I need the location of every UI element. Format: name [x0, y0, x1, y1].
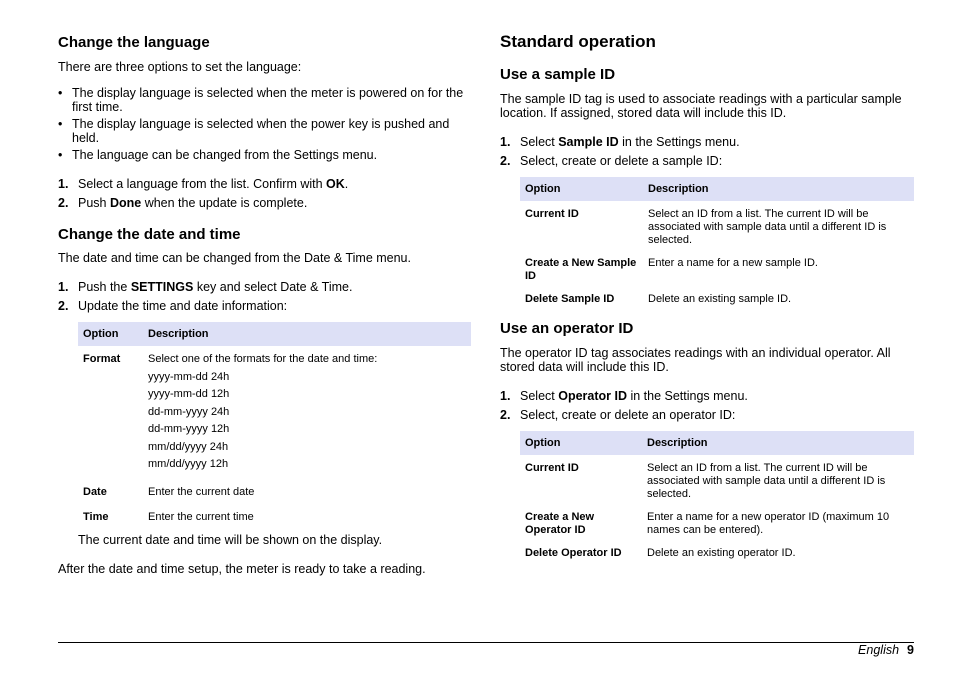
table-row: Create a New Sample ID Enter a name for a new sample ID.	[525, 257, 818, 282]
step-item: 2. Push Done when the update is complete.	[58, 196, 308, 210]
language-bullets	[58, 86, 468, 165]
table-row: Time Enter the current time	[83, 510, 254, 523]
column-header-option: Option	[520, 431, 642, 455]
operator-steps	[500, 389, 914, 427]
page-footer	[858, 643, 914, 657]
table-row: Delete Sample ID Delete an existing sample ID.	[525, 293, 792, 305]
step-item: 1. Push the SETTINGS key and select Date & Time.	[58, 280, 353, 294]
table-row: Create a New Operator ID Enter a name for a new operator ID (maximum 10 names can be entered).	[525, 511, 890, 536]
sample-id-options-table	[520, 177, 914, 312]
table-row: Delete Operator ID Delete an existing operator ID.	[525, 547, 796, 559]
sample-id-heading: Use a sample ID	[500, 66, 616, 83]
closing-text: After the date and time setup, the meter is ready to take a reading.	[58, 562, 426, 576]
operator-id-heading: Use an operator ID	[500, 320, 634, 337]
table-row: Date Enter the current date	[83, 485, 255, 498]
language-intro: There are three options to set the language:	[58, 60, 302, 74]
list-item: • The display language is selected when the meter is powered on for the first time.	[58, 86, 468, 114]
date-time-options-table	[78, 322, 471, 530]
list-item: • The language can be changed from the Settings menu.	[58, 148, 468, 162]
step-item: 1. Select Operator ID in the Settings menu.	[500, 389, 748, 403]
language-steps	[58, 177, 468, 215]
column-header-description: Description	[642, 431, 914, 455]
sample-steps	[500, 135, 914, 173]
standard-operation-heading: Standard operation	[500, 32, 656, 51]
change-language-heading: Change the language	[58, 34, 210, 51]
step-item: 1. Select a language from the list. Confirm with OK.	[58, 177, 349, 191]
column-header-description: Description	[143, 322, 471, 346]
footer-language: English	[858, 643, 900, 657]
column-header-option: Option	[520, 177, 643, 201]
step-item: 2. Update the time and date information:	[58, 299, 288, 313]
step-item: 2. Select, create or delete a sample ID:	[500, 154, 723, 168]
operator-intro: The operator ID tag associates readings with an individual operator. All stored data will include this ID.	[500, 346, 891, 374]
list-item: • The display language is selected when the power key is pushed and held.	[58, 117, 468, 145]
sample-intro: The sample ID tag is used to associate readings with a particular sample location. If assigned, stored data will include this ID.	[500, 92, 902, 120]
step-item: 2. Select, create or delete an operator ID:	[500, 408, 736, 422]
column-header-description: Description	[643, 177, 914, 201]
table-row: Current ID Select an ID from a list. The current ID will be associated with sample data until a different ID is selected.	[525, 208, 887, 246]
date-steps	[58, 280, 468, 318]
footer-divider	[58, 642, 914, 643]
step-item: 1. Select Sample ID in the Settings menu.	[500, 135, 740, 149]
table-row: Format Select one of the formats for the date and time: yyyy-mm-dd 24h yyyy-mm-dd 12h dd-mm-yyyy 24h dd-mm-yyyy 12h mm/dd/yyyy 24h mm/dd/yyyy 12h	[83, 353, 378, 470]
change-date-heading: Change the date and time	[58, 226, 241, 243]
column-header-option: Option	[78, 322, 143, 346]
after-table-text: The current date and time will be shown on the display.	[78, 533, 383, 547]
operator-id-options-table	[520, 431, 914, 566]
date-intro: The date and time can be changed from the Date & Time menu.	[58, 251, 411, 265]
table-row: Current ID Select an ID from a list. The current ID will be associated with sample data until a different ID is selected.	[525, 462, 886, 500]
page-number: 9	[907, 643, 914, 657]
